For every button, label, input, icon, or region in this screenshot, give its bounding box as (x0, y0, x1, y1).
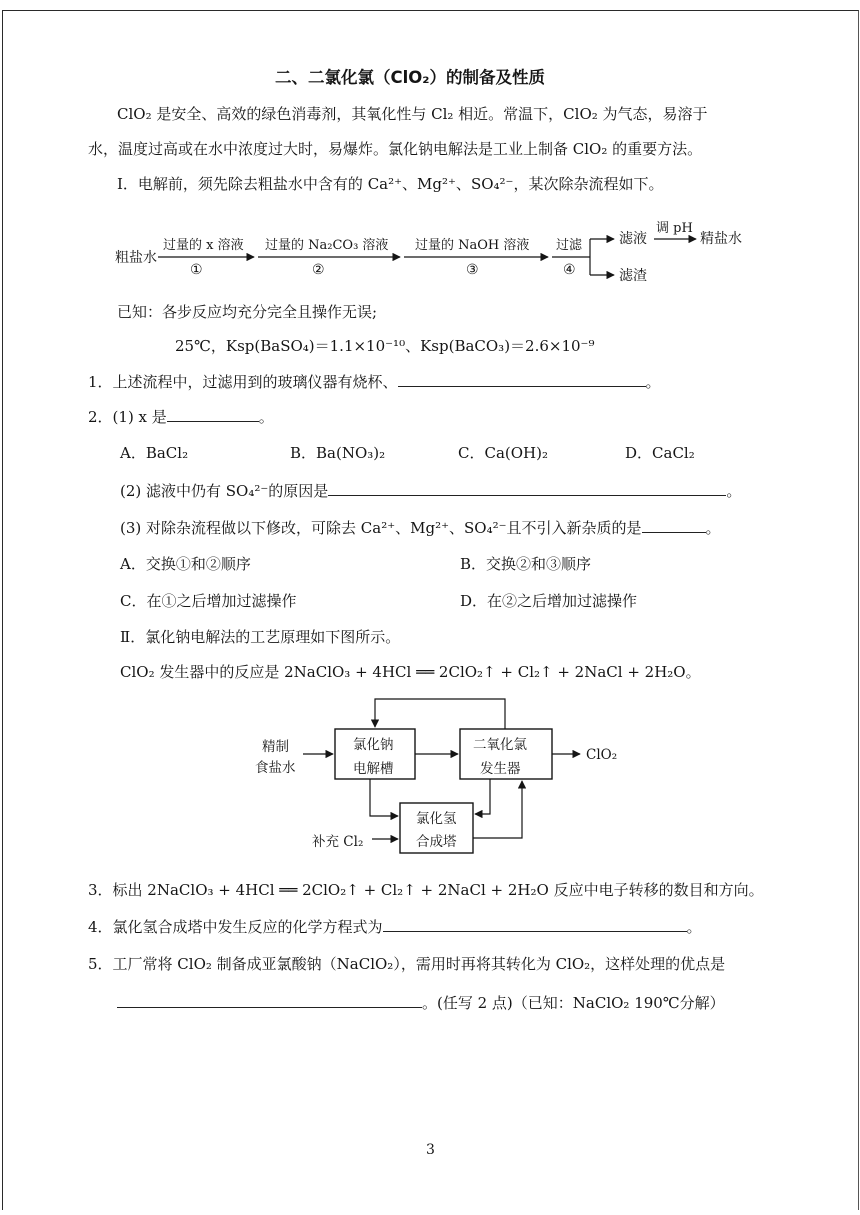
question-2-2-text: (2) 滤液中仍有 SO₄²⁻的原因是 (120, 482, 329, 500)
option-2-1-a: A．BaCl₂ (120, 444, 189, 462)
arrow-electrolysis-tower (370, 779, 398, 816)
flow-step4-reagent: 过滤 (556, 238, 583, 253)
question-1-end: 。 (645, 373, 661, 391)
question-4 (88, 916, 702, 937)
flow-product: 精盐水 (700, 231, 742, 247)
flow-step3-reagent: 过量的 NaOH 溶液 (415, 238, 530, 253)
answer-blank-1[interactable] (398, 371, 646, 387)
question-4-end: 。 (686, 918, 702, 936)
flow-step1-num: ① (190, 262, 203, 278)
question-2-2-end: 。 (726, 482, 742, 500)
option-2-1-d: D．CaCl₂ (625, 444, 695, 462)
tower-label-1: 氯化氢 (416, 811, 457, 827)
question-2-3-end: 。 (705, 519, 721, 537)
question-2-3 (120, 517, 721, 538)
option-2-3-c: C．在①之后增加过滤操作 (120, 592, 297, 610)
question-2-1-end: 。 (258, 408, 274, 426)
flow-step2-num: ② (312, 262, 325, 278)
flow-adjust-ph: 调 pH (656, 221, 693, 236)
generator-label-1: 二氧化氯 (473, 737, 527, 753)
answer-blank-2-1[interactable] (167, 406, 259, 422)
flow-start: 粗盐水 (115, 250, 157, 266)
part1-heading: Ⅰ．电解前，须先除去粗盐水中含有的 Ca²⁺、Mg²⁺、SO₄²⁻，某次除杂流程如下。 (117, 175, 664, 193)
question-2-1 (88, 406, 274, 427)
question-2-1-text: 2．(1) x 是 (88, 408, 167, 426)
arrow-generator-tower (475, 779, 490, 814)
generator-label-2: 发生器 (480, 761, 521, 777)
input-label-2: 食盐水 (255, 760, 296, 776)
answer-blank-4[interactable] (383, 916, 687, 932)
question-5-line-1: 5．工厂常将 ClO₂ 制备成亚氯酸钠（NaClO₂），需用时再将其转化为 ClO₂，这样处理的优点是 (88, 955, 726, 973)
part2-heading: Ⅱ．氯化钠电解法的工艺原理如下图所示。 (120, 628, 401, 646)
arrow-tower-generator (473, 781, 522, 838)
supplement-label: 补充 Cl₂ (312, 834, 364, 850)
known-conditions: 已知：各步反应均充分完全且操作无误; (117, 303, 378, 321)
option-2-3-a: A．交换①和②顺序 (120, 555, 251, 573)
answer-blank-2-2[interactable] (328, 480, 726, 496)
question-2-2 (120, 480, 741, 501)
answer-blank-2-3[interactable] (642, 517, 706, 533)
question-1-text: 1．上述流程中，过滤用到的玻璃仪器有烧杯、 (88, 373, 398, 391)
input-label-1: 精制 (262, 739, 289, 755)
flow-step4-num: ④ (563, 262, 576, 278)
electrolysis-label-1: 氯化钠 (353, 737, 394, 753)
page-title: 二、二氯化氯（ClO₂）的制备及性质 (275, 68, 546, 87)
flow-step2-reagent: 过量的 Na₂CO₃ 溶液 (265, 238, 389, 253)
question-1 (88, 371, 661, 392)
option-2-1-c: C．Ca(OH)₂ (458, 444, 548, 462)
answer-blank-5[interactable] (117, 992, 422, 1008)
flow-residue: 滤渣 (619, 268, 647, 284)
intro-line-2: 水，温度过高或在水中浓度过大时，易爆炸。氯化钠电解法是工业上制备 ClO₂ 的重要方法。 (88, 140, 703, 158)
page-number: 3 (426, 1142, 435, 1158)
question-5-end: 。(任写 2 点)（已知：NaClO₂ 190℃分解） (422, 994, 725, 1012)
question-5-line-2 (117, 992, 725, 1013)
option-2-1-b: B．Ba(NO₃)₂ (290, 444, 386, 462)
tower-label-2: 合成塔 (416, 834, 457, 850)
option-2-3-d: D．在②之后增加过滤操作 (460, 592, 638, 610)
question-4-text: 4．氯化氢合成塔中发生反应的化学方程式为 (88, 918, 383, 936)
flow-filtrate: 滤液 (619, 231, 647, 247)
question-2-3-text: (3) 对除杂流程做以下修改，可除去 Ca²⁺、Mg²⁺、SO₄²⁻且不引入新杂质的是 (120, 519, 642, 537)
output-label: ClO₂ (586, 747, 618, 763)
intro-line-1: ClO₂ 是安全、高效的绿色消毒剂，其氧化性与 Cl₂ 相近。常温下，ClO₂ 为气态，易溶于 (117, 105, 708, 123)
flow-step3-num: ③ (466, 262, 479, 278)
known-ksp: 25℃，Ksp(BaSO₄)＝1.1×10⁻¹⁰、Ksp(BaCO₃)＝2.6×10⁻⁹ (175, 337, 595, 355)
electrolysis-label-2: 电解槽 (353, 761, 394, 777)
flow-step1-reagent: 过量的 x 溶液 (163, 238, 244, 253)
arrow-recycle-top (375, 699, 505, 729)
option-2-3-b: B．交换②和③顺序 (460, 555, 592, 573)
part2-reaction: ClO₂ 发生器中的反应是 2NaClO₃ + 4HCl ══ 2ClO₂↑ + Cl₂↑ + 2NaCl + 2H₂O。 (120, 663, 701, 681)
question-3: 3．标出 2NaClO₃ + 4HCl ══ 2ClO₂↑ + Cl₂↑ + 2NaCl + 2H₂O 反应中电子转移的数目和方向。 (88, 881, 764, 899)
